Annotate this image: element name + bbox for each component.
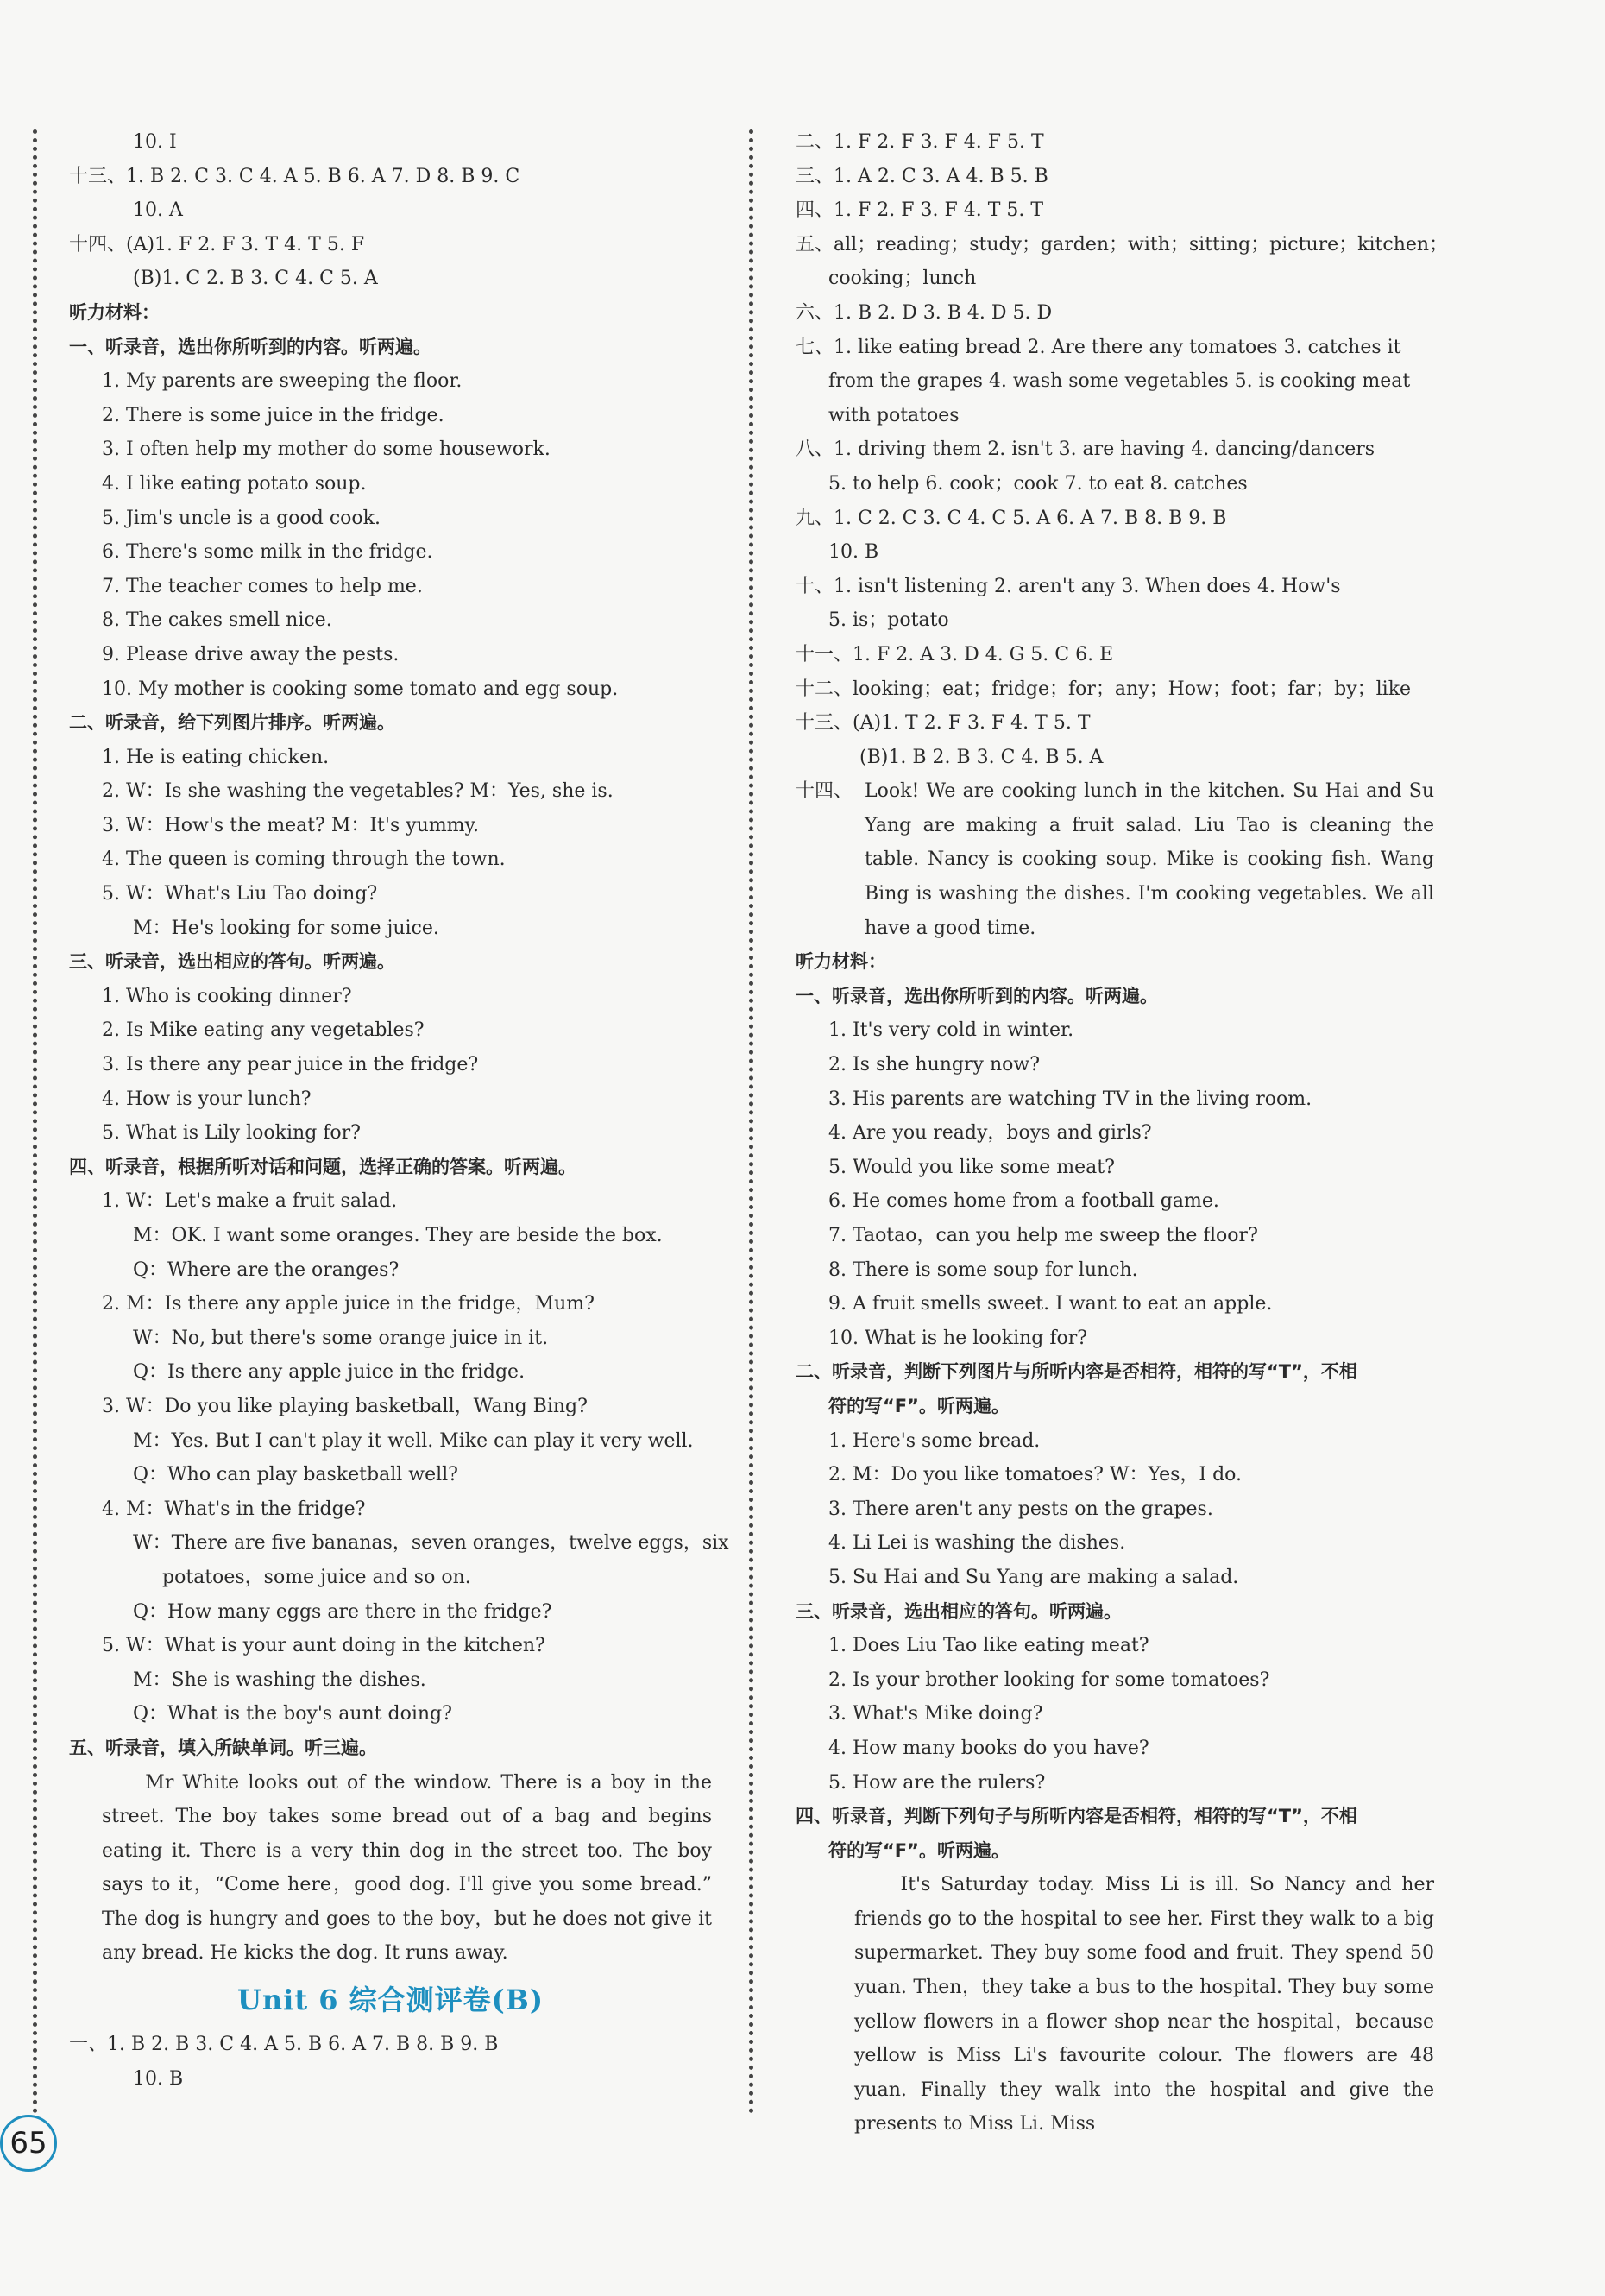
- text-line: 符的写“F”。听两遍。: [828, 1395, 1010, 1416]
- text-line: 1. It's very cold in winter.: [828, 1019, 1074, 1042]
- text-line: 1. Does Liu Tao like eating meat?: [828, 1635, 1149, 1657]
- text-line: 5. Would you like some meat?: [828, 1156, 1115, 1178]
- text-line: 2. Is she hungry now?: [828, 1054, 1040, 1076]
- text-line: 3. His parents are watching TV in the living room.: [828, 1088, 1312, 1110]
- text-line: 5. Su Hai and Su Yang are making a salad.: [828, 1566, 1239, 1588]
- text-line: 6. He comes home from a football game.: [828, 1190, 1219, 1213]
- text-line: 5. W：What is your aunt doing in the kitchen?: [102, 1635, 545, 1657]
- text-line: 8. There is some soup for lunch.: [828, 1258, 1138, 1281]
- text-line: 2. Is Mike eating any vegetables?: [102, 1019, 425, 1042]
- text-line: 五、all；reading；study；garden；with；sitting；picture；kitchen；: [796, 233, 1449, 255]
- text-line: 10. My mother is cooking some tomato and egg soup.: [102, 678, 619, 700]
- text-line: 5. What is Lily looking for?: [102, 1122, 361, 1145]
- column-divider-dots: [749, 129, 753, 2115]
- text-line: 十三、1. B 2. C 3. C 4. A 5. B 6. A 7. D 8. B 9. C: [69, 165, 520, 187]
- text-line: 3. W：How's the meat? M：It's yummy.: [102, 814, 480, 836]
- text-line: 符的写“F”。听两遍。: [828, 1839, 1010, 1861]
- text-line: 6. There's some milk in the fridge.: [102, 541, 433, 564]
- text-line: 4. Li Lei is washing the dishes.: [828, 1532, 1126, 1555]
- text-line: 二、1. F 2. F 3. F 4. F 5. T: [796, 131, 1044, 153]
- text-line: 10. A: [133, 199, 183, 222]
- text-line: 4. Are you ready，boys and girls?: [828, 1122, 1152, 1145]
- text-line: Q：What is the boy's aunt doing?: [133, 1703, 452, 1725]
- text-line: W：No, but there's some orange juice in it.: [133, 1327, 549, 1349]
- text-line: 4. How many books do you have?: [828, 1737, 1149, 1759]
- text-line: 10. What is he looking for?: [828, 1327, 1088, 1349]
- left-unit-answers: [69, 2028, 712, 2096]
- text-line: 九、1. C 2. C 3. C 4. C 5. A 6. A 7. B 8. B 9. B: [796, 507, 1227, 529]
- text-line: 八、1. driving them 2. isn't 3. are having 4. dancing/dancers: [796, 438, 1375, 461]
- text-line: 2. There is some juice in the fridge.: [102, 404, 444, 426]
- page-number: 65: [0, 2115, 57, 2172]
- text-line: 9. Please drive away the pests.: [102, 643, 400, 665]
- text-line: 2. M：Is there any apple juice in the fridge，Mum?: [102, 1293, 595, 1315]
- text-line: from the grapes 4. wash some vegetables 5. is cooking meat: [828, 370, 1411, 393]
- text-line: 1. Here's some bread.: [828, 1429, 1041, 1452]
- unit-heading: Unit 6 综合测评卷(B): [237, 1984, 544, 2017]
- left-answer-lines: [69, 125, 729, 1766]
- text-line: 4. M：What's in the fridge?: [102, 1498, 366, 1520]
- text-line: 2. W：Is she washing the vegetables? M：Yes, she is.: [102, 780, 614, 803]
- text-line: Q：Is there any apple juice in the fridge.: [133, 1361, 526, 1384]
- text-line: 5. How are the rulers?: [828, 1771, 1046, 1794]
- text-line: M：He's looking for some juice.: [133, 917, 439, 939]
- text-line: 5. Jim's uncle is a good cook.: [102, 507, 381, 529]
- text-line: 2. M：Do you like tomatoes? W：Yes，I do.: [828, 1464, 1243, 1486]
- text-line: 7. The teacher comes to help me.: [102, 575, 423, 597]
- text-line: 六、1. B 2. D 3. B 4. D 5. D: [796, 301, 1053, 324]
- text-line: 3. I often help my mother do some housework.: [102, 438, 551, 461]
- text-line: 1. W：Let's make a fruit salad.: [102, 1190, 398, 1213]
- right-answer-lines: [796, 125, 1449, 774]
- text-line: 十二、looking；eat；fridge；for；any；How；foot；far；by；like: [796, 678, 1412, 700]
- text-line: cooking；lunch: [828, 268, 977, 290]
- text-line: 1. My parents are sweeping the floor.: [102, 370, 463, 393]
- text-line: potatoes，some juice and so on.: [162, 1566, 471, 1588]
- text-line: 3. Is there any pear juice in the fridge?: [102, 1054, 479, 1076]
- text-line: 2. Is your brother looking for some tomatoes?: [828, 1668, 1270, 1691]
- text-line: with potatoes: [828, 404, 960, 426]
- text-line: 十四、(A)1. F 2. F 3. T 4. T 5. F: [69, 233, 365, 255]
- left-column: [69, 125, 729, 2096]
- text-line: 听力材料：: [69, 301, 160, 323]
- text-line: 一、听录音，选出你所听到的内容。听两遍。: [69, 336, 431, 357]
- text-line: 五、听录音，填入所缺单词。听三遍。: [69, 1737, 377, 1758]
- text-line: 4. The queen is coming through the town.: [102, 848, 506, 871]
- text-line: 十一、1. F 2. A 3. D 4. G 5. C 6. E: [796, 643, 1114, 665]
- text-line: M：Yes. But I can't play it well. Mike can play it very well.: [133, 1429, 694, 1452]
- text-line: 十三、(A)1. T 2. F 3. F 4. T 5. T: [796, 712, 1091, 735]
- text-line: (B)1. B 2. B 3. C 4. B 5. A: [859, 746, 1104, 768]
- text-line: 十、1. isn't listening 2. aren't any 3. When does 4. How's: [796, 575, 1341, 597]
- text-line: 一、1. B 2. B 3. C 4. A 5. B 6. A 7. B 8. B 9. B: [69, 2034, 499, 2056]
- text-line: 7. Taotao，can you help me sweep the floor?: [828, 1225, 1258, 1246]
- text-line: M：She is washing the dishes.: [133, 1668, 426, 1691]
- text-line: 5. W：What's Liu Tao doing?: [102, 883, 378, 905]
- passage-label: 十四、: [796, 780, 853, 803]
- text-line: 1. Who is cooking dinner?: [102, 985, 352, 1007]
- right-passage: Look! We are cooking lunch in the kitchen. Su Hai and Su Yang are making a fruit salad. Liu Tao is cleaning the table. Nancy is cooking soup. Mike is cooking fish. Wang Bing is washing the dishes. I'm cooking vegetables. We all have a good time.: [865, 780, 1434, 939]
- text-line: 3. There aren't any pests on the grapes.: [828, 1498, 1213, 1520]
- text-line: 四、1. F 2. F 3. F 4. T 5. T: [796, 199, 1044, 222]
- text-line: 1. He is eating chicken.: [102, 746, 330, 768]
- text-line: (B)1. C 2. B 3. C 4. C 5. A: [133, 268, 378, 290]
- text-line: 10. B: [828, 541, 879, 564]
- text-line: 三、听录音，选出相应的答句。听两遍。: [69, 951, 395, 973]
- text-line: 4. I like eating potato soup.: [102, 472, 367, 495]
- text-line: 二、听录音，给下列图片排序。听两遍。: [69, 712, 395, 734]
- text-line: 一、听录音，选出你所听到的内容。听两遍。: [796, 985, 1158, 1006]
- text-line: Q：How many eggs are there in the fridge?: [133, 1600, 552, 1623]
- text-line: 3. W：Do you like playing basketball，Wang Bing?: [102, 1395, 588, 1417]
- text-line: 四、听录音，判断下列句子与所听内容是否相符，相符的写“T”，不相: [796, 1806, 1357, 1827]
- text-line: 七、1. like eating bread 2. Are there any tomatoes 3. catches it: [796, 336, 1401, 358]
- text-line: 三、听录音，选出相应的答句。听两遍。: [796, 1600, 1122, 1622]
- text-line: 3. What's Mike doing?: [828, 1703, 1043, 1725]
- text-line: 5. is；potato: [828, 609, 949, 632]
- right-listening-passage: It's Saturday today. Miss Li is ill. So Nancy and her friends go to the hospital to see her. First they walk to a big supermarket. They buy some food and fruit. They spend 50 yuan. Then，they take a bus to the hospital. They buy some yellow flowers in a flower shop near the hospital，because yellow is Miss Li's favourite colour. The flowers are 48 yuan. Finally they walk into the hospital and give the presents to Miss Li. Miss: [854, 1874, 1434, 2135]
- text-line: 二、听录音，判断下列图片与所听内容是否相符，相符的写“T”，不相: [796, 1361, 1357, 1383]
- binding-dots-left: [33, 129, 37, 2115]
- text-line: 10. B: [133, 2067, 184, 2090]
- text-line: 10. I: [133, 131, 177, 153]
- left-dictation-passage: Mr White looks out of the window. There is a boy in the street. The boy takes some bread out of a bag and begins eating it. There is a very thin dog in the street too. The boy says to it，“Come here，good dog. I'll give you some bread.” The dog is hungry and goes to the boy，but he does not give it any bread. He kicks the dog. It runs away.: [102, 1771, 712, 1965]
- right-listening-lines: [796, 945, 1434, 1868]
- text-line: 四、听录音，根据所听对话和问题，选择正确的答案。听两遍。: [69, 1156, 576, 1177]
- right-passage-block: [796, 774, 1434, 945]
- text-line: 听力材料：: [796, 951, 886, 973]
- text-line: 5. to help 6. cook；cook 7. to eat 8. catches: [828, 472, 1248, 495]
- text-line: M：OK. I want some oranges. They are beside the box.: [133, 1225, 663, 1246]
- text-line: Q：Where are the oranges?: [133, 1258, 400, 1281]
- text-line: 8. The cakes smell nice.: [102, 609, 332, 632]
- text-line: 4. How is your lunch?: [102, 1088, 312, 1110]
- text-line: 三、1. A 2. C 3. A 4. B 5. B: [796, 165, 1048, 187]
- text-line: 9. A fruit smells sweet. I want to eat an apple.: [828, 1293, 1273, 1315]
- text-line: Q：Who can play basketball well?: [133, 1464, 458, 1486]
- text-line: W：There are five bananas，seven oranges，twelve eggs，six: [133, 1532, 729, 1555]
- right-column: [796, 125, 1449, 2141]
